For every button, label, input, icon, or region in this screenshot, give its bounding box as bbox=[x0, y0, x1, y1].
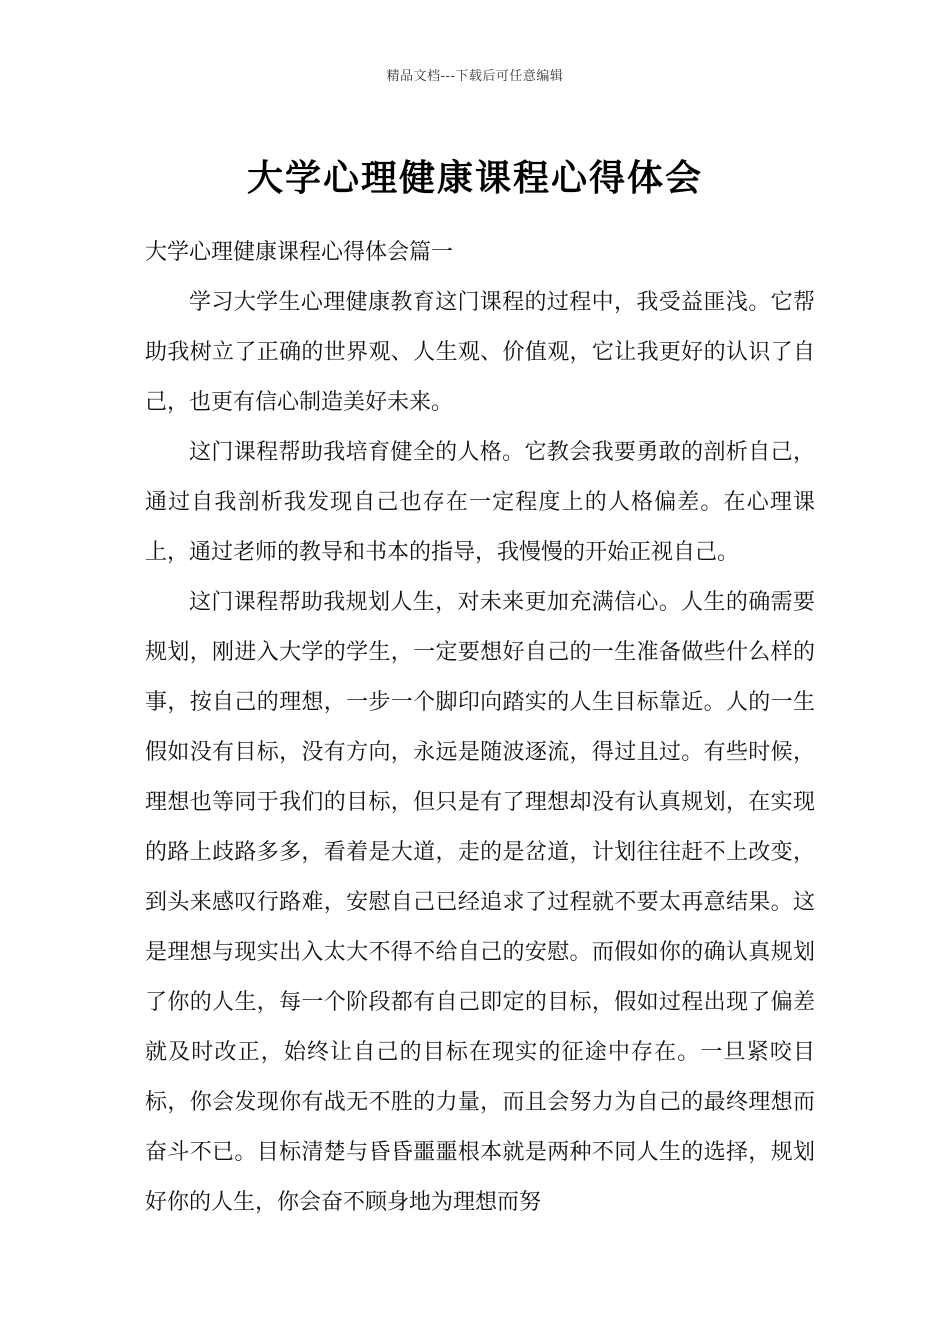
document-body bbox=[145, 228, 815, 1228]
paragraph-2: 这门课程帮助我培育健全的人格。它教会我要勇敢的剖析自己，通过自我剖析我发现自己也存在一定程度上的人格偏差。在心理课上，通过老师的教导和书本的指导，我慢慢的开始正视自己。 bbox=[145, 440, 815, 565]
paragraph-1: 学习大学生心理健康教育这门课程的过程中，我受益匪浅。它帮助我树立了正确的世界观、人生观、价值观，它让我更好的认识了自己，也更有信心制造美好未来。 bbox=[145, 290, 815, 415]
header-note: 精品文档---下载后可任意编辑 bbox=[386, 69, 564, 84]
section-heading: 大学心理健康课程心得体会篇一 bbox=[145, 240, 454, 265]
document-title: 大学心理健康课程心得体会 bbox=[246, 158, 703, 200]
paragraph-3: 这门课程帮助我规划人生，对未来更加充满信心。人生的确需要规划，刚进入大学的学生，一定要想好自己的一生准备做些什么样的事，按自己的理想，一步一个脚印向踏实的人生目标靠近。人的一生假如没有目标，没有方向，永远是随波逐流，得过且过。有些时候，理想也等同于我们的目标，但只是有了理想却没有认真规划，在实现的路上歧路多多，看着是大道，走的是岔道，计划往往赶不上改变，到头来感叹行路难，安慰自己已经追求了过程就不要太再意结果。这是理想与现实出入太大不得不给自己的安慰。而假如你的确认真规划了你的人生，每一个阶段都有自己即定的目标，假如过程出现了偏差就及时改正，始终让自己的目标在现实的征途中存在。一旦紧咬目标，你会发现你有战无不胜的力量，而且会努力为自己的最终理想而奋斗不已。目标清楚与昏昏噩噩根本就是两种不同人生的选择，规划好你的人生，你会奋不顾身地为理想而努 bbox=[145, 590, 815, 1215]
